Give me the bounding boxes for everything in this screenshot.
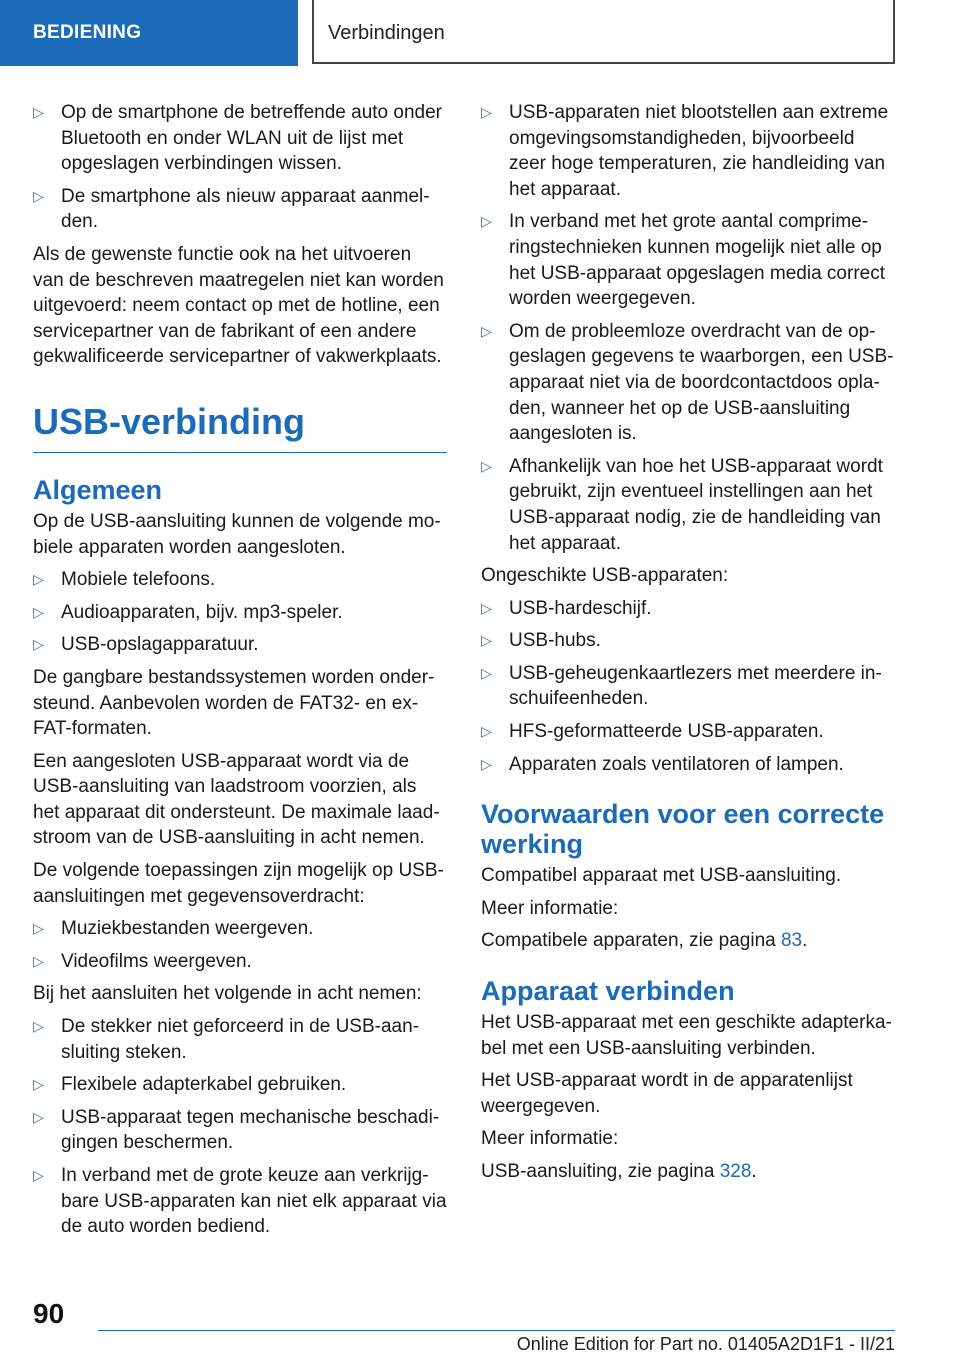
triangle-bullet-icon: ▷ <box>481 104 492 120</box>
list-item: ▷ USB-hubs. <box>481 628 895 654</box>
triangle-bullet-icon: ▷ <box>481 457 492 474</box>
list-item: ▷ De smartphone als nieuw apparaat aanmelden. <box>33 185 430 233</box>
triangle-bullet-icon: ▷ <box>481 599 492 616</box>
triangle-bullet-icon: ▷ <box>33 1167 44 1183</box>
paragraph: Meer informatie: <box>481 897 619 919</box>
page-number: 90 <box>33 1298 65 1329</box>
subsection-heading: Voorwaarden voor een correcte werking <box>481 799 885 860</box>
bullet-list <box>33 1014 447 1240</box>
paragraph: Het USB-apparaat met een geschikte adapterkabel met een USB-aansluiting verbinden. <box>481 1012 892 1059</box>
triangle-bullet-icon: ▷ <box>33 104 44 120</box>
left-column <box>33 100 447 1247</box>
list-item: ▷ Op de smartphone de betreffende auto onder Bluetooth en onder WLAN uit de lijst met opgeslagen verbindingen wissen. <box>33 102 442 175</box>
bullet-list <box>33 916 447 974</box>
triangle-bullet-icon: ▷ <box>481 664 492 681</box>
paragraph: Compatibele apparaten, zie pagina 83. <box>481 930 808 952</box>
paragraph: Bij het aansluiten het volgende in acht nemen: <box>33 983 422 1005</box>
paragraph: Als de gewenste functie ook na het uitvoeren van de beschreven maatregelen niet kan worden uitgevoerd: neem contact op met de hotline, een servicepartner van de fabrikant of een andere gekwalificeerde servicepartner of vakwerkplaats. <box>33 243 444 368</box>
triangle-bullet-icon: ▷ <box>481 755 492 772</box>
list-item: ▷ USB-opslagapparatuur. <box>33 632 447 658</box>
list-item: ▷ De stekker niet geforceerd in de USB-aansluiting steken. <box>33 1016 420 1063</box>
paragraph: De volgende toepassingen zijn mogelijk op USB-aansluitingen met gegevensoverdracht: <box>33 860 444 907</box>
paragraph: USB-aansluiting, zie pagina 328. <box>481 1161 757 1182</box>
list-item: ▷ Flexibele adapterkabel gebruiken. <box>33 1072 447 1098</box>
paragraph: Een aangesloten USB-apparaat wordt via de USB-aansluiting van laadstroom voorzien, als het apparaat dit ondersteunt. De maximale laadstroom van de USB-aansluiting in acht nemen. <box>33 750 440 849</box>
list-item: ▷ HFS-geformatteerde USB-apparaten. <box>481 719 895 745</box>
list-item: ▷ USB-apparaat tegen mechanische beschadigingen beschermen. <box>33 1106 440 1154</box>
paragraph: Het USB-apparaat wordt in de apparatenlijst weergegeven. <box>481 1070 853 1117</box>
footer-divider <box>98 1330 895 1331</box>
triangle-bullet-icon: ▷ <box>481 322 492 339</box>
bullet-list <box>33 100 447 235</box>
list-item: ▷ Audioapparaten, bijv. mp3-speler. <box>33 600 447 626</box>
list-item: ▷ Muziekbestanden weergeven. <box>33 916 447 942</box>
triangle-bullet-icon: ▷ <box>481 632 492 649</box>
triangle-bullet-icon: ▷ <box>33 571 44 588</box>
list-item: ▷ USB-geheugenkaartlezers met meerdere inschuifeenheden. <box>481 662 882 710</box>
paragraph: De gangbare bestandssystemen worden ondersteund. Aanbevolen worden de FAT32- en exFAT-formaten. <box>33 666 435 740</box>
triangle-bullet-icon: ▷ <box>481 723 492 740</box>
page-header <box>0 0 960 66</box>
paragraph: Meer informatie: <box>481 1128 619 1150</box>
list-item: ▷ USB-apparaten niet blootstellen aan extreme omgevingsomstandigheden, bijvoorbeeld zeer hoge temperaturen, zie handleiding van het apparaat. <box>481 102 889 200</box>
paragraph: Ongeschikte USB-apparaten: <box>481 565 729 587</box>
list-item: ▷ Videofilms weergeven. <box>33 949 447 975</box>
section-tab: BEDIENING <box>0 0 298 66</box>
bullet-list <box>33 567 447 658</box>
page-link[interactable]: 328 <box>719 1161 752 1182</box>
bullet-list <box>481 100 895 556</box>
chapter-title: Verbindingen <box>312 0 895 64</box>
triangle-bullet-icon: ▷ <box>33 1018 44 1035</box>
right-column <box>481 100 895 1192</box>
triangle-bullet-icon: ▷ <box>33 603 44 620</box>
list-item: ▷ USB-hardeschijf. <box>481 596 895 622</box>
footer-edition: Online Edition for Part no. 01405A2D1F1 - II/21 <box>516 1334 895 1354</box>
paragraph: Compatibel apparaat met USB-aansluiting. <box>481 865 842 887</box>
bullet-list <box>481 596 895 778</box>
list-item: ▷ Mobiele telefoons. <box>33 567 447 593</box>
subsection-heading: Algemeen <box>33 474 163 505</box>
paragraph: Op de USB-aansluiting kunnen de volgende mobiele apparaten worden aangesloten. <box>33 510 441 558</box>
subsection-heading: Apparaat verbinden <box>481 976 735 1007</box>
list-item: ▷ In verband met de grote keuze aan verkrijgbare USB-apparaten kan niet elk apparaat via de auto worden bediend. <box>33 1165 447 1238</box>
triangle-bullet-icon: ▷ <box>33 920 44 937</box>
triangle-bullet-icon: ▷ <box>33 1108 44 1125</box>
page-link[interactable]: 83 <box>780 930 803 952</box>
list-item: ▷ Apparaten zoals ventilatoren of lampen. <box>481 752 895 778</box>
triangle-bullet-icon: ▷ <box>33 187 44 204</box>
triangle-bullet-icon: ▷ <box>33 952 44 969</box>
triangle-bullet-icon: ▷ <box>33 636 44 653</box>
list-item: ▷ Afhankelijk van hoe het USB-apparaat wordt gebruikt, zijn eventueel instellingen aan het USB-apparaat nodig, zie de handleiding van het apparaat. <box>481 455 883 554</box>
triangle-bullet-icon: ▷ <box>481 213 492 230</box>
list-item: ▷ Om de probleemloze overdracht van de opgeslagen gegevens te waarborgen, een USB-apparaat niet via de boordcontactdoos opladen, wanneer het op de USB-aansluiting aangesloten is. <box>481 320 894 445</box>
section-heading: USB-verbinding <box>33 402 447 453</box>
triangle-bullet-icon: ▷ <box>33 1076 44 1093</box>
list-item: ▷ In verband met het grote aantal comprimeringstechnieken kunnen mogelijk niet alle op het USB-apparaat opgeslagen media correct worden weergegeven. <box>481 211 886 310</box>
